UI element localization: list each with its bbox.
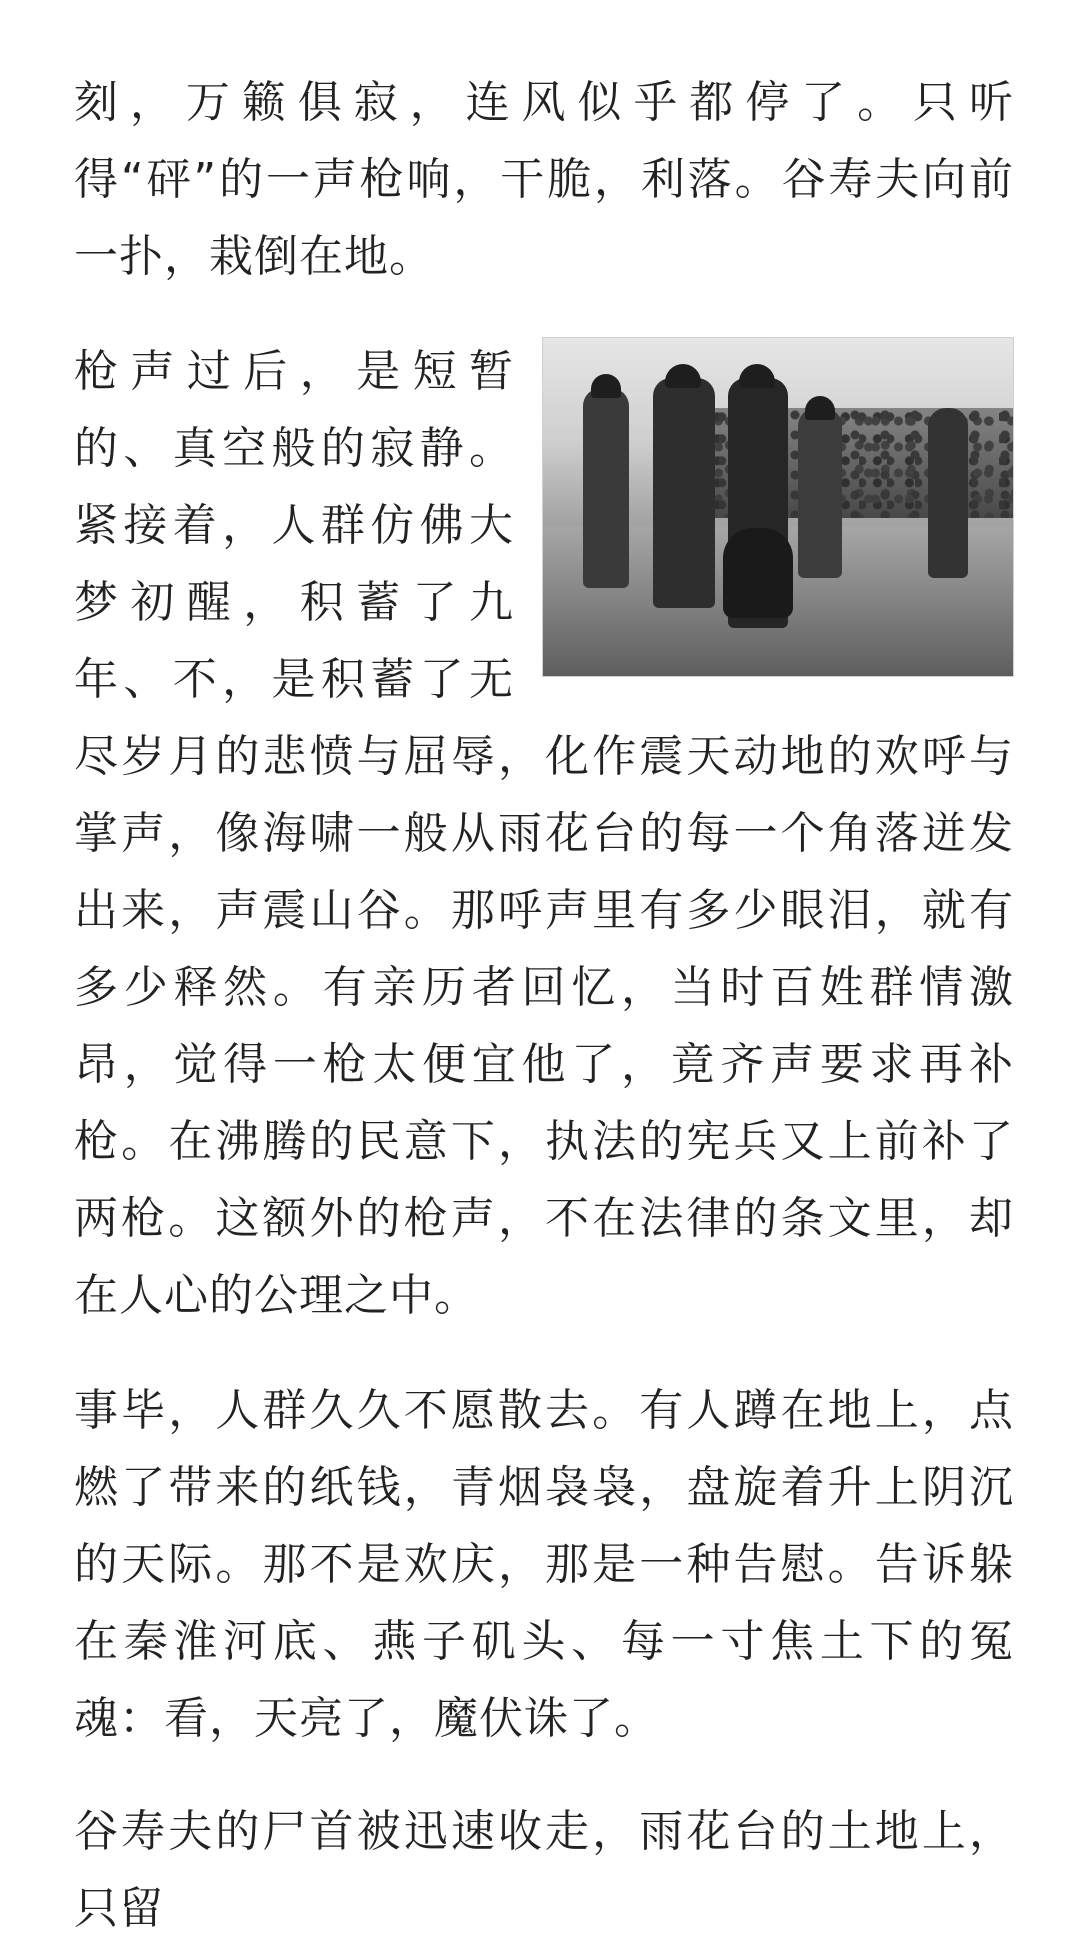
photo-soldier (653, 378, 715, 608)
photo-kneeling-figure (723, 528, 793, 618)
photo-soldier (928, 408, 968, 578)
paragraph-2: 枪声过后，是短暂的、真空般的寂静。紧接着，人群仿佛大梦初醒，积蓄了九年、不，是积蓄了无尽岁月的悲愤与屈辱，化作震天动地的欢呼与掌声，像海啸一般从雨花台的每一个角落迸发出来，声震山谷。那呼声里有多少眼泪，就有多少释然。有亲历者回忆，当时百姓群情激昂，觉得一枪太便宜他了，竟齐声要求再补枪。在沸腾的民意下，执法的宪兵又上前补了两枪。这额外的枪声，不在法律的条文里，却在人心的公理之中。 (74, 346, 1014, 1321)
photo-soldier (798, 408, 842, 578)
paragraph-4: 谷寿夫的尸首被迅速收走，雨花台的土地上，只留 (74, 1806, 1014, 1934)
paragraph-1: 刻，万籁俱寂，连风似乎都停了。只听得“砰”的一声枪响，干脆，利落。谷寿夫向前一扑，栽倒在地。 (74, 77, 1014, 282)
photo-helmet (591, 374, 621, 398)
paragraph-3: 事毕，人群久久不愿散去。有人蹲在地上，点燃了带来的纸钱，青烟袅袅，盘旋着升上阴沉的天际。那不是欢庆，那是一种告慰。告诉躲在秦淮河底、燕子矶头、每一寸焦土下的冤魂：看，天亮了，魔伏诛了。 (74, 1385, 1014, 1744)
photo-soldier (583, 388, 629, 588)
photo-helmet (805, 396, 835, 420)
article-body (74, 64, 1014, 1934)
historical-photo (542, 337, 1014, 677)
